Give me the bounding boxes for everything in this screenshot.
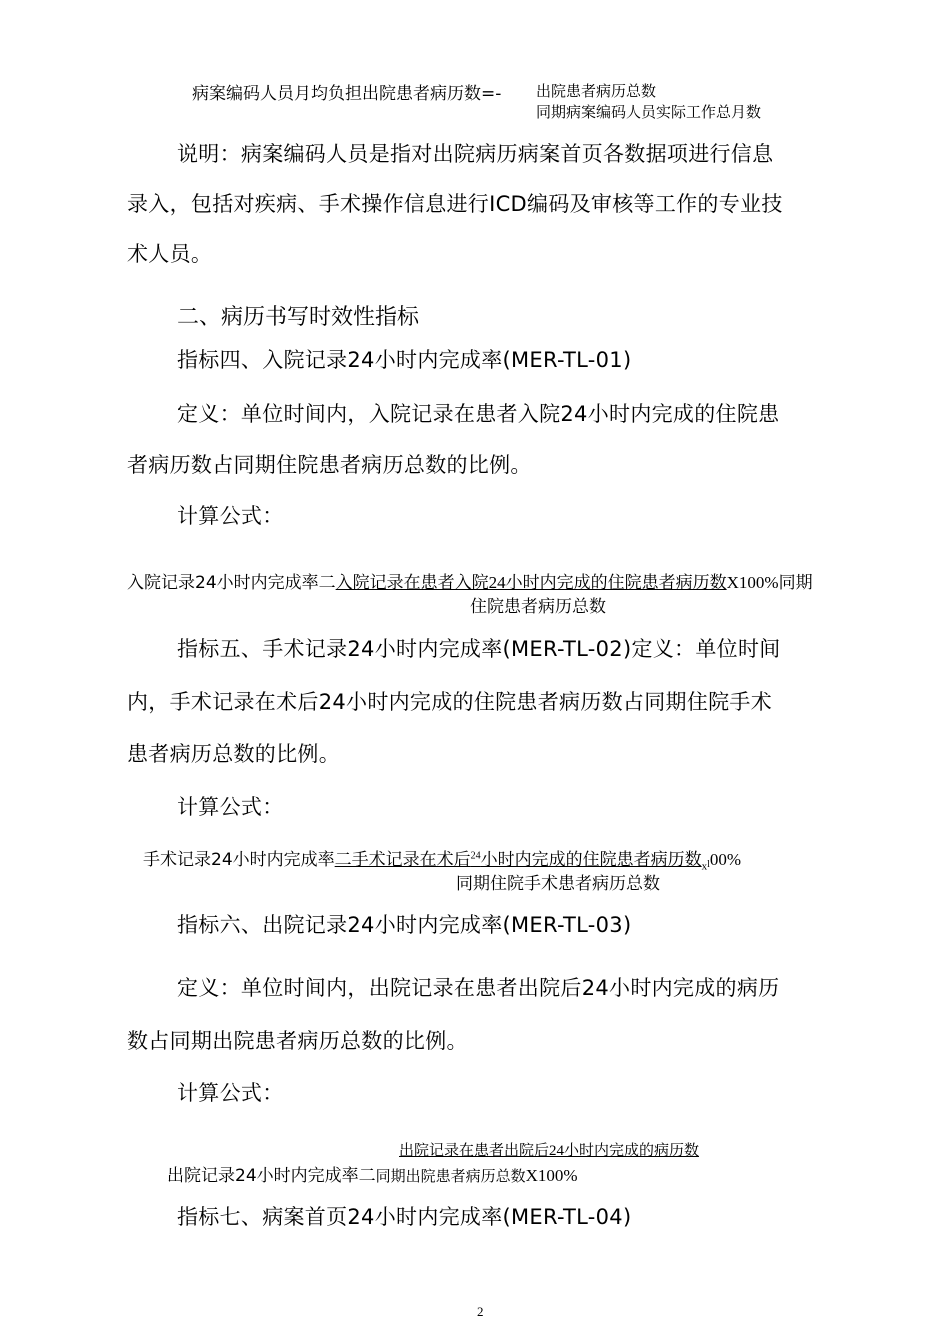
indicator5-calc-label: 计算公式：: [177, 795, 284, 819]
indicator5-formula-numerator: [335, 850, 702, 869]
indicator6-formula: [167, 1161, 578, 1186]
formula-top-numerator: 出院患者病历总数: [536, 82, 657, 100]
indicator6-definition-line-1: 定义：单位时间内，出院记录在患者出院后24小时内完成的病历: [177, 976, 780, 1000]
indicator6-formula-tail: X100%: [525, 1166, 578, 1185]
indicator4-definition-line-1: 定义：单位时间内，入院记录在患者入院24小时内完成的住院患: [177, 402, 780, 426]
indicator4-calc-label: 计算公式：: [177, 504, 284, 528]
indicator6-definition-line-2: 数占同期出院患者病历总数的比例。: [127, 1029, 468, 1053]
formula-top-denominator: 同期病案编码人员实际工作总月数: [536, 103, 762, 121]
indicator5-line-2: 内，手术记录在术后24小时内完成的住院患者病历数占同期住院手术: [127, 690, 773, 714]
indicator6-calc-label: 计算公式：: [177, 1081, 284, 1105]
indicator6-formula-numerator: 出院记录在患者出院后24小时内完成的病历数: [399, 1143, 700, 1159]
formula-top-left: 病案编码人员月均负担出院患者病历数=-: [192, 84, 502, 104]
indicator5-formula-left: 手术记录24小时内完成率: [143, 850, 335, 870]
note-line-3: 术人员。: [127, 242, 213, 266]
indicator4-formula-numerator: 入院记录在患者入院24小时内完成的住院患者病历数: [335, 573, 727, 592]
indicator5-formula-numerator-part2: 小时内完成的住院患者病历数: [480, 850, 702, 869]
indicator6-formula-left: 出院记录24小时内完成率二: [167, 1166, 376, 1186]
indicator6-formula-denominator: 同期出院患者病历总数: [375, 1169, 526, 1185]
note-line-1: 说明：病案编码人员是指对出院病历病案首页各数据项进行信息: [177, 142, 774, 166]
indicator5-line-3: 患者病历总数的比例。: [127, 742, 340, 766]
page-number: 2: [477, 1304, 484, 1319]
indicator4-formula-left: 入院记录24小时内完成率二: [127, 573, 336, 593]
indicator4-formula: [127, 568, 813, 593]
indicator6-title: 指标六、出院记录24小时内完成率(MER-TL-03): [177, 913, 632, 937]
section-title: 二、病历书写时效性指标: [177, 305, 420, 330]
indicator4-title: 指标四、入院记录24小时内完成率(MER-TL-01): [177, 348, 632, 372]
indicator4-formula-denominator: 住院患者病历总数: [470, 597, 606, 616]
indicator5-formula-superscript: 24: [470, 850, 481, 862]
indicator7-title: 指标七、病案首页24小时内完成率(MER-TL-04): [177, 1205, 632, 1229]
indicator4-formula-tail: X100%同期: [726, 573, 813, 592]
indicator5-formula-tail: 00%: [709, 850, 742, 869]
note-line-2: 录入，包括对疾病、手术操作信息进行ICD编码及审核等工作的专业技: [127, 192, 783, 216]
indicator4-definition-line-2: 者病历数占同期住院患者病历总数的比例。: [127, 453, 532, 477]
indicator5-formula-denominator: 同期住院手术患者病历总数: [456, 874, 660, 893]
indicator5-formula-tail-one: l: [707, 859, 710, 870]
indicator5-line-1: 指标五、手术记录24小时内完成率(MER-TL-02)定义：单位时间: [177, 637, 781, 661]
indicator5-formula-numerator-part1: 二手术记录在术后: [334, 850, 471, 869]
indicator5-formula-tail-sub: x: [701, 860, 708, 873]
